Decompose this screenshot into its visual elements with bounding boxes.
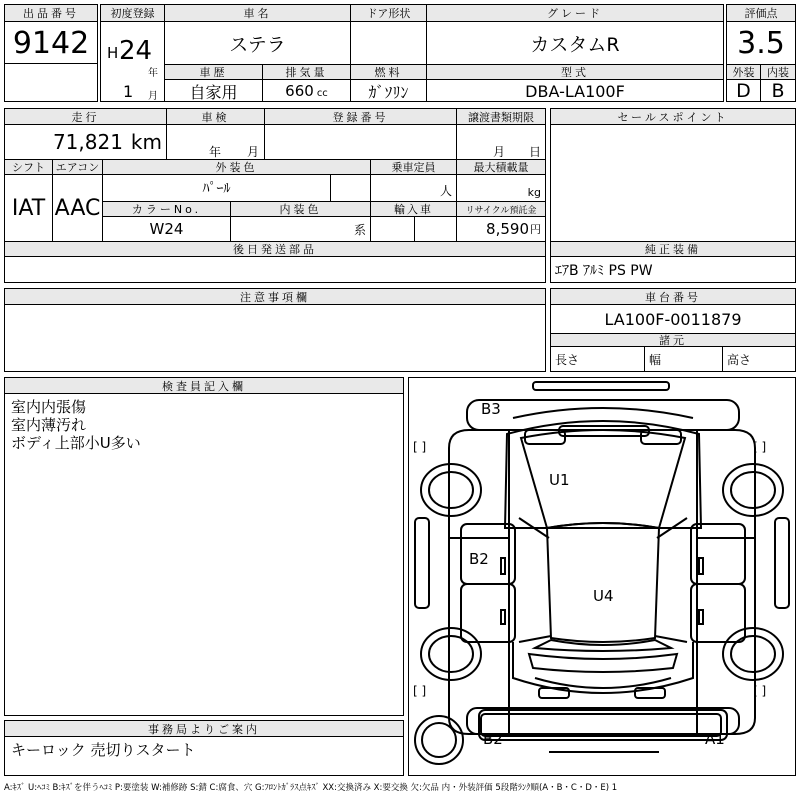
inspector-label: 検査員記入欄 — [5, 378, 403, 394]
ac-value: AAC — [53, 175, 103, 241]
month: 1 — [123, 82, 134, 101]
capacity-unit: 人 — [371, 175, 457, 201]
insp-year-unit: 年 — [209, 145, 222, 159]
car-diagram — [408, 377, 796, 776]
int-label: 内装 — [761, 64, 795, 80]
bracket-mark: [ ] — [413, 440, 427, 454]
dims-width: 幅 — [645, 347, 723, 371]
reg-label: 初度登録 — [101, 5, 165, 22]
damage-mark: B2 — [483, 730, 503, 748]
shift-label: シフト — [5, 159, 53, 175]
inspector-line: 室内内張傷 — [11, 398, 87, 416]
recycle-cell — [457, 217, 545, 241]
damage-mark: B3 — [481, 400, 501, 418]
damage-mark: B2 — [469, 550, 489, 568]
interior-unit: 系 — [231, 217, 371, 241]
car-diagram-svg — [409, 378, 795, 775]
month-unit: 月 — [148, 91, 158, 102]
fuel-value: ｶﾞｿﾘﾝ — [351, 80, 427, 102]
score-value: 3.5 — [737, 25, 785, 61]
office-label: 事務局よりご案内 — [5, 721, 403, 737]
history-value: 自家用 — [165, 80, 263, 102]
year-unit: 年 — [148, 68, 158, 79]
later-value — [5, 257, 545, 282]
bracket-mark: [ ] — [753, 684, 767, 698]
disp-unit: cc — [316, 87, 328, 99]
transfer-month-unit: 月 — [493, 145, 506, 159]
transfer-cell — [457, 125, 545, 159]
mileage-label: 走行 — [5, 109, 167, 125]
dims-height: 高さ — [727, 352, 752, 367]
mileage-value: 71,821 — [52, 130, 123, 154]
equip-label: 純正装備 — [551, 241, 795, 257]
recycle-value: 8,590 — [486, 220, 529, 238]
inspector-line: ボディ上部小U多い — [11, 434, 141, 452]
detail-table — [4, 108, 546, 283]
recycle-unit: 円 — [530, 223, 541, 236]
shift-value: IAT — [5, 175, 53, 241]
door-label: ドア形状 — [351, 5, 427, 22]
insp-month-unit: 月 — [247, 145, 260, 159]
grade-label: グレード — [427, 5, 723, 22]
color-label: カラーNo. — [103, 201, 231, 217]
bracket-mark: [ ] — [413, 684, 427, 698]
fuel-label: 燃料 — [351, 64, 427, 80]
inspection-cell — [167, 125, 265, 159]
car-name: ステラ — [165, 22, 351, 64]
grade-value: カスタムR — [530, 33, 620, 56]
damage-mark: U1 — [549, 471, 570, 489]
transfer-label: 譲渡書類期限 — [457, 109, 545, 125]
ac-label: エアコン — [53, 159, 103, 175]
import-label: 輸入車 — [371, 201, 457, 217]
dims-label: 諸元 — [551, 333, 795, 347]
year: 24 — [119, 36, 153, 66]
damage-mark: U4 — [593, 587, 614, 605]
mileage-unit: km — [130, 130, 162, 154]
capacity-label: 乗車定員 — [371, 159, 457, 175]
interior-label: 内装色 — [231, 201, 371, 217]
history-label: 車歴 — [165, 64, 263, 80]
office-box — [4, 720, 404, 776]
vehicle-info-box — [100, 4, 724, 102]
exterior-label: 外装色 — [103, 159, 371, 175]
office-text: キーロック 売切りスタート — [11, 741, 196, 759]
name-label: 車名 — [165, 5, 351, 22]
plate-label: 登録番号 — [265, 109, 457, 125]
reg-value — [101, 22, 165, 102]
plate-value — [265, 125, 457, 159]
dims-length: 長さ — [551, 347, 645, 371]
later-label: 後日発送部品 — [5, 241, 545, 257]
disp-value: 660 — [285, 82, 314, 100]
bracket-mark: [ ] — [753, 440, 767, 454]
damage-mark: A1 — [705, 730, 725, 748]
ext-label: 外装 — [727, 64, 761, 80]
import-value-b — [415, 217, 457, 241]
disp-cell — [263, 80, 351, 102]
recycle-label: リサイクル預託金 — [457, 201, 545, 217]
chassis-label: 車台番号 — [551, 289, 795, 305]
score-box — [726, 4, 796, 102]
chassis-number: LA100F-0011879 — [604, 309, 742, 329]
int-value: B — [771, 80, 785, 102]
score-label: 評価点 — [727, 5, 795, 22]
load-unit: kg — [527, 186, 541, 199]
inspection-label: 車検 — [167, 109, 265, 125]
equip-value: ｴｱB ｱﾙﾐ PS PW — [555, 262, 653, 279]
transfer-day-unit: 日 — [529, 145, 542, 159]
inspector-line: 室内薄汚れ — [11, 416, 87, 434]
lot-box — [4, 4, 98, 102]
lot-label: 出品番号 — [5, 5, 97, 22]
import-value-a — [371, 217, 415, 241]
exterior-extra — [331, 175, 371, 201]
inspector-box — [4, 377, 404, 716]
notes-box — [4, 288, 546, 372]
sales-label: セールスポイント — [551, 109, 795, 125]
era: H — [107, 44, 119, 62]
door-value — [351, 22, 427, 64]
legend: A:ｷｽﾞ U:ﾍｺﾐ B:ｷｽﾞを伴うﾍｺﾐ P:要塗装 W:補修跡 S:錆 C:腐食、穴 G:ﾌﾛﾝﾄｶﾞﾗｽ点ｷｽﾞ XX:交換済み X:要交換 欠:欠品 内・外装評価 5段階ﾗﾝｸ順(A・B・C・D・E) 1 — [4, 783, 618, 793]
load-label: 最大積載量 — [457, 159, 545, 175]
exterior-value: ﾊﾟｰﾙ — [103, 175, 331, 201]
chassis-box — [550, 288, 796, 372]
color-value: W24 — [103, 217, 231, 241]
model-value: DBA-LA100F — [525, 81, 625, 101]
ext-value: D — [727, 80, 761, 102]
notes-label: 注意事項欄 — [5, 289, 545, 305]
lot-number: 9142 — [12, 25, 90, 61]
model-label: 型式 — [427, 64, 723, 80]
mileage-cell — [5, 125, 167, 159]
sales-box — [550, 108, 796, 283]
disp-label: 排気量 — [263, 64, 351, 80]
